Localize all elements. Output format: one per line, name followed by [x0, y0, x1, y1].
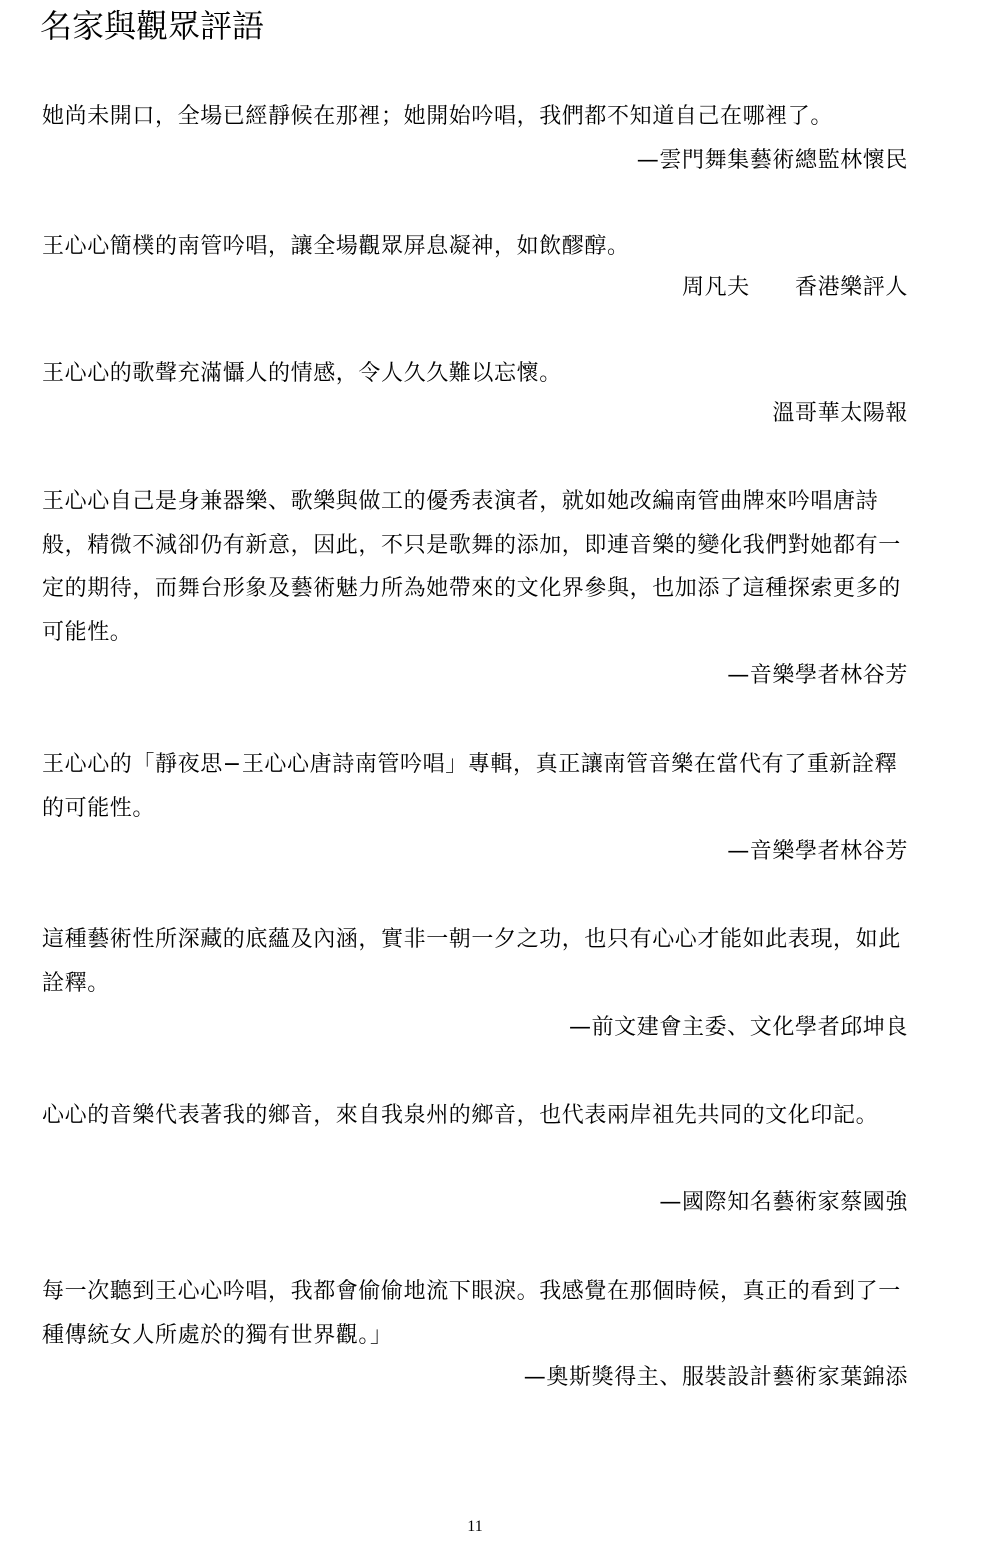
page-title: 名家與觀眾評語 [40, 7, 265, 45]
review-quote-2: 王心心簡樸的南管吟唱，讓全場觀眾屏息凝神，如飲醪醇。 [42, 234, 630, 259]
review-source-3: 溫哥華太陽報 [772, 401, 908, 426]
review-source-7: —國際知名藝術家蔡國強 [659, 1190, 908, 1215]
review-source-6: —前文建會主委、文化學者邱坤良 [568, 1015, 908, 1040]
review-quote-3: 王心心的歌聲充滿懾人的情感，令人久久難以忘懷。 [42, 361, 562, 386]
review-quote-7: 心心的音樂代表著我的鄉音，來自我泉州的鄉音，也代表兩岸祖先共同的文化印記。 [42, 1103, 879, 1128]
review-source-2: 周凡夫 香港樂評人 [681, 275, 908, 300]
review-source-4: —音樂學者林谷芳 [727, 663, 908, 688]
review-quote-4: 王心心自己是身兼器樂、歌樂與做工的優秀表演者，就如她改編南管曲牌來吟唱唐詩般，精微不減卻仍有新意，因此，不只是歌舞的添加，即連音樂的變化我們對她都有一定的期待，而舞台形象及藝術魅力所為她帶來的文化界參與，也加添了這種探索更多的可能性。 [42, 489, 901, 645]
review-quote-5: 王心心的「靜夜思−王心心唐詩南管吟唱」專輯，真正讓南管音樂在當代有了重新詮釋的可能性。 [42, 752, 898, 821]
page-number: 11 [467, 1518, 483, 1535]
review-quote-1: 她尚未開口，全場已經靜候在那裡；她開始吟唱，我們都不知道自己在哪裡了。 [42, 104, 834, 129]
review-quote-6: 這種藝術性所深藏的底蘊及內涵，實非一朝一夕之功，也只有心心才能如此表現，如此詮釋。 [42, 927, 901, 996]
review-source-1: —雲門舞集藝術總監林懷民 [636, 148, 908, 173]
review-source-5: —音樂學者林谷芳 [727, 839, 908, 864]
review-quote-8: 每一次聽到王心心吟唱，我都會偷偷地流下眼淚。我感覺在那個時候，真正的看到了一種傳統女人所處於的獨有世界觀。」 [42, 1279, 901, 1348]
review-source-8: —奧斯獎得主、服裝設計藝術家葉錦添 [523, 1365, 908, 1390]
